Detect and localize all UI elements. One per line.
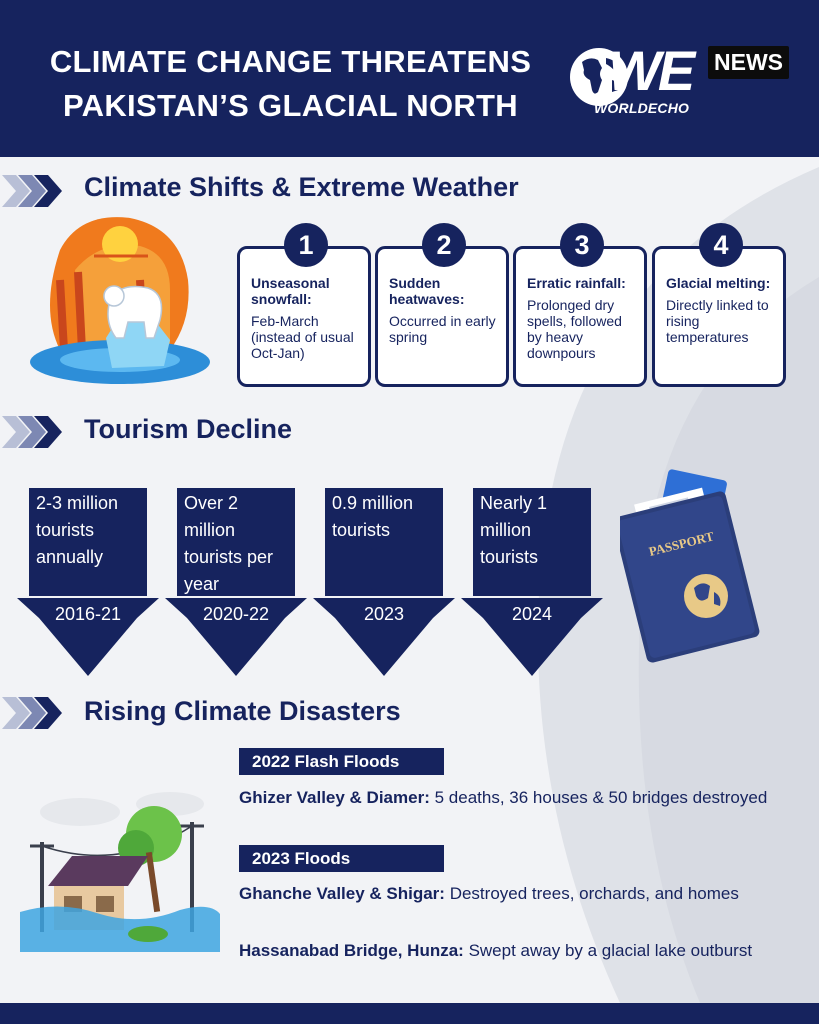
floods-2023-place-2: Hassanabad Bridge, Hunza: bbox=[239, 941, 464, 960]
chevrons-icon bbox=[0, 693, 70, 733]
page-title bbox=[18, 40, 563, 128]
logo-news-badge: NEWS bbox=[708, 46, 789, 79]
tourism-box-3: 0.9 million tourists bbox=[325, 488, 443, 596]
tourism-year-2: 2020-22 bbox=[202, 604, 270, 624]
floods-2022-detail: 5 deaths, 36 houses & 50 bridges destroyed bbox=[434, 788, 768, 807]
passport-label: PASSPORT bbox=[647, 528, 716, 560]
floods-2023-text-2 bbox=[239, 938, 779, 964]
floods-2023-detail-1: Destroyed trees, orchards, and homes bbox=[449, 884, 739, 903]
card-text: Directly linked to rising temperatures bbox=[666, 297, 769, 345]
logo-we-text: WE bbox=[608, 39, 693, 102]
card-text: Feb-March (instead of usual Oct-Jan) bbox=[251, 313, 354, 361]
card-text: Occurred in early spring bbox=[389, 313, 496, 345]
polar-bear-illustration bbox=[20, 210, 210, 390]
tourism-box-1: 2-3 million tourists annually bbox=[29, 488, 147, 596]
worldecho-logo bbox=[568, 38, 798, 128]
tourism-year-4: 2024 bbox=[511, 604, 553, 624]
climate-card-4 bbox=[652, 230, 786, 387]
card-title: Erratic rainfall: bbox=[527, 275, 626, 291]
floods-2022-text bbox=[239, 785, 779, 811]
climate-card-1 bbox=[237, 230, 371, 387]
logo-subtitle: WORLDECHO bbox=[594, 100, 690, 116]
page-title-line1: CLIMATE CHANGE THREATENS bbox=[49, 44, 532, 79]
floods-2022-place: Ghizer Valley & Diamer: bbox=[239, 788, 430, 807]
climate-section-title: Climate Shifts & Extreme Weather bbox=[84, 172, 519, 202]
footer-bar bbox=[0, 1003, 819, 1024]
floods-2023-place-1: Ghanche Valley & Shigar: bbox=[239, 884, 445, 903]
card-title: Sudden heatwaves: bbox=[389, 275, 465, 307]
card-number-badge: 4 bbox=[699, 223, 743, 267]
tourism-section-title: Tourism Decline bbox=[84, 414, 293, 444]
chevrons-icon bbox=[0, 171, 70, 211]
card-title: Unseasonal snowfall: bbox=[251, 275, 330, 307]
tourism-year-3: 2023 bbox=[363, 604, 405, 624]
floods-2023-text-1 bbox=[239, 881, 779, 907]
tourism-year-1: 2016-21 bbox=[54, 604, 122, 624]
floods-2023-label: 2023 Floods bbox=[239, 845, 444, 872]
floods-2022-label: 2022 Flash Floods bbox=[239, 748, 444, 775]
tourism-box-2: Over 2 million tourists per year bbox=[177, 488, 295, 596]
page-title-line2: PAKISTAN’S GLACIAL NORTH bbox=[63, 88, 518, 123]
card-number-badge: 1 bbox=[284, 223, 328, 267]
disasters-section-title: Rising Climate Disasters bbox=[84, 696, 401, 726]
flood-illustration bbox=[20, 782, 220, 952]
header-banner bbox=[0, 0, 819, 157]
card-text: Prolonged dry spells, followed by heavy downpours bbox=[527, 297, 622, 361]
card-title: Glacial melting: bbox=[666, 275, 771, 291]
tourism-box-4: Nearly 1 million tourists bbox=[473, 488, 591, 596]
climate-card-2 bbox=[375, 230, 509, 387]
card-number-badge: 2 bbox=[422, 223, 466, 267]
floods-2023-detail-2: Swept away by a glacial lake outburst bbox=[468, 941, 753, 960]
climate-card-3 bbox=[513, 230, 647, 387]
passport-illustration bbox=[620, 466, 780, 666]
chevrons-icon bbox=[0, 412, 70, 452]
card-number-badge: 3 bbox=[560, 223, 604, 267]
